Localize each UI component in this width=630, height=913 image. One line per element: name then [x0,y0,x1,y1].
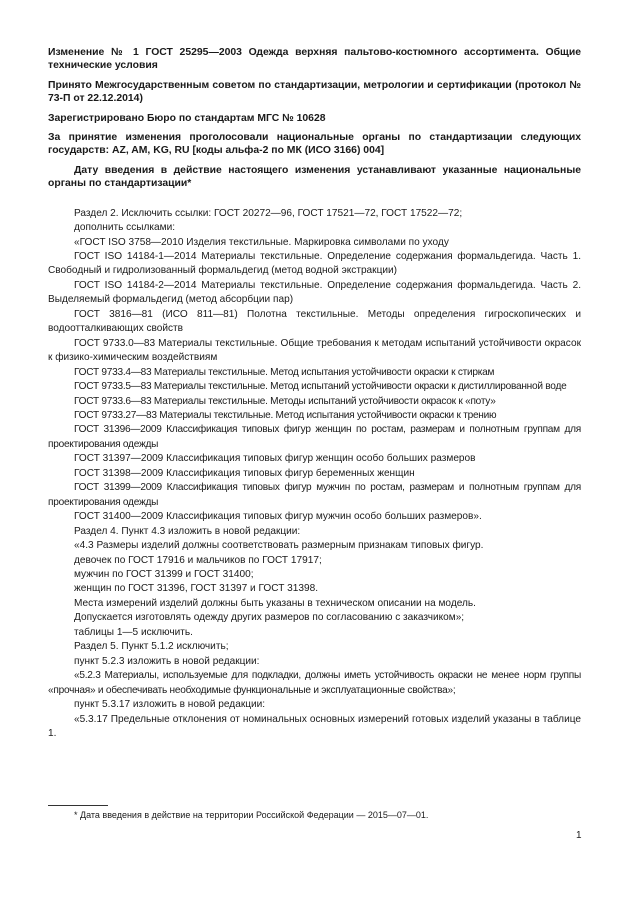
body-paragraph: ГОСТ 9733.27—83 Материалы текстильные. Метод испытания устойчивости окраски к трению [74,410,497,421]
voting-states: За принятие изменения проголосовали национальные органы по стандартизации следующих государств: AZ, AM, KG, RU [коды альфа-2 по МК (ИСО 3166) 004] [48,132,581,157]
body-paragraph: ГОСТ 9733.4—83 Материалы текстильные. Метод испытания устойчивости окраски к стиркам [74,366,495,378]
body-paragraph: ГОСТ 9733.5—83 Материалы текстильные. Метод испытаний устойчивости окраски к дистиллированной воде [74,381,567,393]
footnote-divider [48,805,108,806]
body-paragraph: «5.2.3 Материалы, используемые для подкладки, должны иметь устойчивость окраски не менее норм группы «прочная» и обеспечивать необходимые функциональные и эксплуатационные свойства»; [48,670,581,696]
registration: Зарегистрировано Бюро по стандартам МГС № 10628 [48,112,326,124]
body-paragraph: мужчин по ГОСТ 31399 и ГОСТ 31400; [74,568,254,580]
body-paragraph: Места измерений изделий должны быть указаны в техническом описании на модель. [74,597,476,609]
effective-date-note: Дату введения в действие настоящего изменения устанавливают указанные национальные органы по стандартизации* [48,164,581,190]
body-paragraph: ГОСТ 9733.0—83 Материалы текстильные. Общие требования к методам испытаний устойчивости окрасок к физико-химическим воздействиям [48,337,581,364]
body-paragraph: женщин по ГОСТ 31396, ГОСТ 31397 и ГОСТ 31398. [74,583,319,595]
body-paragraph: Раздел 4. Пункт 4.3 изложить в новой редакции: [74,525,301,537]
body-paragraph: ГОСТ ISO 14184-1—2014 Материалы текстильные. Определение содержания формальдегида. Часть 1. Свободный и гидролизованный формальдегид (метод водной экстракции) [48,251,581,277]
document-page [48,46,581,741]
body-paragraph: пункт 5.3.17 изложить в новой редакции: [74,699,266,711]
body-paragraph: ГОСТ 31396—2009 Классификация типовых фигур женщин по ростам, размерам и полнотным группам для проектирования одежды [48,424,581,450]
amendment-title: Изменение № 1 ГОСТ 25295—2003 Одежда верхняя пальтово-костюмного ассортимента. Общие технические условия [48,47,581,72]
body-paragraph: ГОСТ 31398—2009 Классификация типовых фигур беременных женщин [74,467,415,479]
body-paragraph: «5.3.17 Предельные отклонения от номинальных основных измерений готовых изделий указаны в таблице 1. [48,713,581,739]
body-paragraph: «ГОСТ ISO 3758—2010 Изделия текстильные. Маркировка символами по уходу [74,236,449,248]
body-paragraph: ГОСТ 3816—81 (ИСО 811—81) Полотна текстильные. Методы определения гигроскопических и водоотталкивающих свойств [48,308,581,335]
body-paragraph: таблицы 1—5 исключить. [74,626,193,638]
body-paragraph: ГОСТ 31399—2009 Классификация типовых фигур мужчин по ростам, размерам и полнотным группам для проектирования одежды [48,482,581,508]
body-paragraph: Допускается изготовлять одежду других размеров по согласованию с заказчиком»; [74,612,465,624]
body-paragraph: Раздел 2. Исключить ссылки: ГОСТ 20272—96, ГОСТ 17521—72, ГОСТ 17522—72; [74,207,463,219]
body-paragraph: дополнить ссылками: [74,222,176,234]
body-paragraph: Раздел 5. Пункт 5.1.2 исключить; [74,641,229,653]
body-paragraph: ГОСТ 31397—2009 Классификация типовых фигур женщин особо больших размеров [74,453,476,465]
footnote: * Дата введения в действие на территории Российской Федерации — 2015—07—01. [74,810,429,820]
amendment-body [48,207,581,742]
page-number: 1 [576,830,582,841]
body-paragraph: ГОСТ ISO 14184-2—2014 Материалы текстильные. Определение содержания формальдегида. Часть 2. Выделяемый формальдегид (метод абсорбции пар) [48,279,581,306]
body-paragraph: пункт 5.2.3 изложить в новой редакции: [74,655,260,667]
body-paragraph: ГОСТ 9733.6—83 Материалы текстильные. Методы испытаний устойчивости окрасок к «поту» [74,395,496,407]
body-paragraph: девочек по ГОСТ 17916 и мальчиков по ГОСТ 17917; [74,554,322,566]
body-paragraph: ГОСТ 31400—2009 Классификация типовых фигур мужчин особо больших размеров». [74,511,482,523]
body-paragraph: «4.3 Размеры изделий должны соответствовать размерным признакам типовых фигур. [74,540,484,552]
adopted-by: Принято Межгосударственным советом по стандартизации, метрологии и сертификации (протокол № 73-П от 22.12.2014) [48,79,581,105]
document-header [48,46,581,191]
